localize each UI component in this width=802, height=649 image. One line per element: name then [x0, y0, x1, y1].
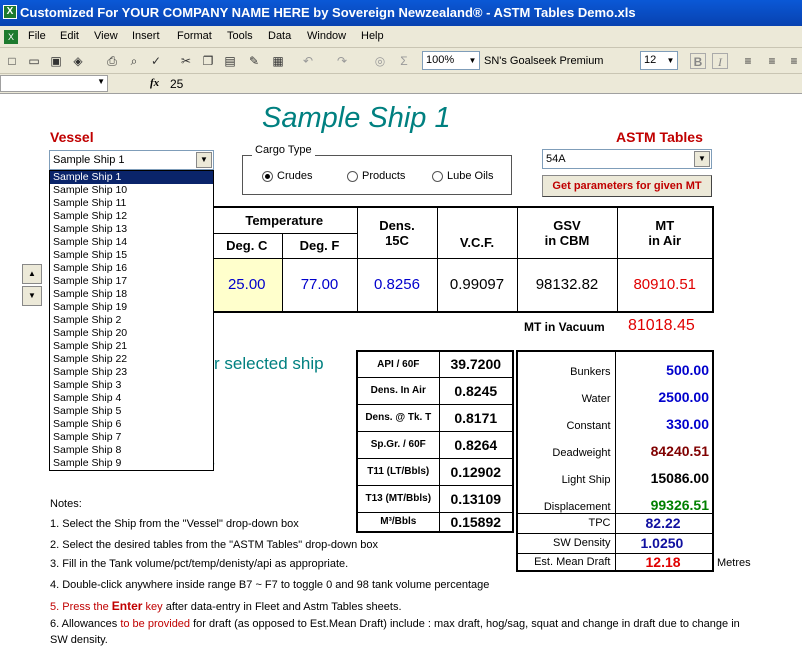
notes-title: Notes: — [50, 498, 82, 510]
workbook-icon[interactable]: X — [4, 30, 18, 44]
deadweight-label: Deadweight — [517, 432, 615, 459]
mt-air-value: 80910.51 — [617, 258, 712, 311]
get-parameters-button[interactable]: Get parameters for given MT — [542, 175, 712, 197]
properties-table — [356, 350, 514, 533]
vessel-option[interactable]: Sample Ship 15 — [53, 249, 128, 261]
api-label: API / 60F — [357, 351, 439, 377]
light-ship-label: Light Ship — [517, 459, 615, 486]
paste-icon[interactable]: ▤ — [224, 54, 236, 68]
vessel-option[interactable]: Sample Ship 20 — [53, 327, 128, 339]
vessel-option[interactable]: Sample Ship 5 — [53, 405, 122, 417]
spelling-icon[interactable]: ✓ — [150, 54, 162, 68]
t11-label: T11 (LT/Bbls) — [357, 458, 439, 485]
bunkers-label: Bunkers — [517, 351, 615, 378]
vessel-option[interactable]: Sample Ship 1 — [50, 171, 213, 184]
water-label: Water — [517, 378, 615, 405]
products-radio[interactable] — [347, 171, 358, 182]
sw-density-value: 1.0250 — [615, 533, 713, 553]
t13-label: T13 (MT/Bbls) — [357, 485, 439, 512]
new-icon[interactable]: □ — [8, 54, 16, 68]
redo-icon[interactable]: ↷ — [336, 54, 348, 68]
name-box[interactable] — [0, 75, 108, 92]
sw-density-label: SW Density — [517, 533, 615, 553]
menu-insert[interactable]: Insert — [132, 30, 160, 42]
vessel-option[interactable]: Sample Ship 4 — [53, 392, 122, 404]
vessel-selected-value: Sample Ship 1 — [53, 154, 125, 166]
menu-edit[interactable]: Edit — [60, 30, 79, 42]
vessel-label: Vessel — [50, 129, 94, 145]
mt-air-header: MT in Air — [617, 208, 712, 258]
sp-gr-value: 0.8264 — [439, 431, 513, 458]
cargo-type-legend: Cargo Type — [252, 144, 315, 156]
selected-ship-text: r selected ship — [214, 354, 324, 373]
crudes-radio[interactable] — [262, 171, 273, 182]
vessel-option[interactable]: Sample Ship 21 — [53, 340, 128, 352]
vessel-option[interactable]: Sample Ship 6 — [53, 418, 122, 430]
vessel-option[interactable]: Sample Ship 14 — [53, 236, 128, 248]
vcf-header: V.C.F. — [437, 208, 517, 258]
gsv-header: GSV in CBM — [517, 208, 617, 258]
vessel-option[interactable]: Sample Ship 3 — [53, 379, 122, 391]
window-title: Customized For YOUR COMPANY NAME HERE by Sovereign Newzealand® - ASTM Tables Demo.xls — [20, 5, 636, 20]
menu-data[interactable]: Data — [268, 30, 292, 42]
note-6-continued: SW density. — [50, 634, 108, 646]
deg-f-value: 77.00 — [282, 258, 357, 311]
astm-selected-value: 54A — [546, 153, 566, 165]
align-center-icon[interactable]: ≡ — [768, 54, 776, 68]
api-value: 39.7200 — [439, 351, 513, 377]
deg-f-header: Deg. F — [282, 233, 357, 258]
mt-vacuum-value: 81018.45 — [628, 317, 695, 334]
align-left-icon[interactable]: ≡ — [744, 54, 752, 68]
dens-tank-temp-value: 0.8171 — [439, 404, 513, 431]
bold-button[interactable]: B — [690, 53, 706, 69]
print-preview-icon[interactable]: ⌕ — [130, 54, 138, 68]
crudes-label: Crudes — [277, 170, 313, 182]
vessel-option[interactable]: Sample Ship 18 — [53, 288, 128, 300]
vessel-option[interactable]: Sample Ship 19 — [53, 301, 128, 313]
vessel-option[interactable]: Sample Ship 10 — [53, 184, 128, 196]
density-value: 0.8256 — [357, 258, 437, 311]
excel-icon: X — [3, 5, 17, 19]
formula-bar — [0, 74, 802, 94]
function-icon[interactable]: fx — [150, 77, 160, 89]
formula-input[interactable]: 25 — [170, 77, 184, 91]
worksheet — [0, 94, 802, 649]
m3-bbls-label: M³/Bbls — [357, 512, 439, 532]
copy-icon[interactable]: ❐ — [202, 54, 214, 68]
note-1: 1. Select the Ship from the "Vessel" drop-down box — [50, 518, 299, 530]
est-mean-draft-value: 12.18 — [615, 553, 713, 571]
displacement-label: Displacement — [517, 486, 615, 513]
vcf-value: 0.99097 — [437, 258, 517, 311]
page-title: Sample Ship 1 — [262, 102, 451, 134]
font-size-dropdown-icon[interactable]: ▼ — [666, 56, 675, 65]
dens-tank-temp-label: Dens. @ Tk. T — [357, 404, 439, 431]
vessel-option[interactable]: Sample Ship 22 — [53, 353, 128, 365]
astm-tables-label: ASTM Tables — [616, 129, 703, 145]
note-2: 2. Select the desired tables from the "ASTM Tables" drop-down box — [50, 539, 378, 551]
save-icon[interactable]: ▣ — [50, 54, 62, 68]
font-size-combo[interactable] — [640, 51, 678, 70]
lube-oils-radio[interactable] — [432, 171, 443, 182]
toolbar — [0, 48, 802, 74]
lube-oils-label: Lube Oils — [447, 170, 494, 182]
menu-help[interactable]: Help — [361, 30, 384, 42]
chevron-down-icon[interactable]: ▼ — [694, 151, 710, 167]
italic-button[interactable]: I — [712, 53, 728, 69]
note-3: 3. Fill in the Tank volume/pct/temp/denisty/api as appropriate. — [50, 558, 349, 570]
print-icon[interactable]: ⎙ — [107, 54, 117, 68]
spin-down-button[interactable]: ▼ — [22, 286, 42, 306]
align-right-icon[interactable]: ≡ — [790, 54, 798, 68]
astm-tables-dropdown[interactable] — [542, 149, 712, 169]
open-icon[interactable]: ▭ — [28, 54, 40, 68]
sp-gr-label: Sp.Gr. / 60F — [357, 431, 439, 458]
vessel-option[interactable]: Sample Ship 16 — [53, 262, 128, 274]
products-label: Products — [362, 170, 406, 182]
goalseek-addin-button[interactable]: SN's Goalseek Premium — [484, 55, 604, 67]
bunkers-value: 500.00 — [615, 351, 713, 378]
tpc-value: 82.22 — [615, 513, 713, 533]
temperature-header: Temperature — [212, 208, 357, 233]
vessel-option[interactable]: Sample Ship 12 — [53, 210, 128, 222]
vessel-option[interactable]: Sample Ship 13 — [53, 223, 128, 235]
vessel-option[interactable]: Sample Ship 11 — [53, 197, 127, 209]
menu-window[interactable]: Window — [307, 30, 347, 42]
vessel-option[interactable]: Sample Ship 17 — [53, 275, 128, 287]
tpc-label: TPC — [517, 513, 615, 533]
title-bar — [0, 0, 802, 26]
menu-format[interactable]: Format — [177, 30, 212, 42]
gsv-value: 98132.82 — [517, 258, 617, 311]
density-header: Dens. 15C — [357, 208, 437, 258]
permission-icon[interactable]: ◈ — [73, 54, 83, 68]
hyperlink-icon[interactable]: ◎ — [374, 54, 386, 68]
vessel-option[interactable]: Sample Ship 9 — [53, 457, 122, 469]
constant-value: 330.00 — [615, 405, 713, 432]
m3-bbls-value: 0.15892 — [439, 512, 513, 532]
chevron-down-icon[interactable]: ▼ — [196, 152, 212, 168]
name-box-dropdown-icon[interactable]: ▼ — [97, 77, 105, 86]
cut-icon[interactable]: ✂ — [180, 54, 192, 68]
menu-view[interactable]: View — [94, 30, 118, 42]
research-icon[interactable]: ▦ — [272, 54, 284, 68]
main-table — [212, 208, 712, 311]
displacement-value: 99326.51 — [615, 486, 713, 513]
format-painter-icon[interactable]: ✎ — [248, 54, 260, 68]
est-mean-draft-label: Est. Mean Draft — [517, 553, 615, 571]
zoom-value: 100% — [426, 54, 455, 66]
zoom-combo[interactable] — [422, 51, 480, 70]
light-ship-value: 15086.00 — [615, 459, 713, 486]
vessel-option[interactable]: Sample Ship 7 — [53, 431, 122, 443]
vessel-dropdown-list[interactable] — [49, 170, 214, 471]
vessel-dropdown[interactable] — [49, 150, 214, 170]
menu-bar — [0, 26, 802, 48]
autosum-icon[interactable]: Σ — [400, 54, 408, 68]
t11-value: 0.12902 — [439, 458, 513, 485]
vessel-option[interactable]: Sample Ship 8 — [53, 444, 122, 456]
undo-icon[interactable]: ↶ — [302, 54, 314, 68]
spin-up-button[interactable]: ▲ — [22, 264, 42, 284]
menu-tools[interactable]: Tools — [227, 30, 253, 42]
dens-in-air-value: 0.8245 — [439, 377, 513, 404]
note-4: 4. Double-click anywhere inside range B7 ~ F7 to toggle 0 and 98 tank volume percentage — [50, 579, 490, 591]
weights-table — [516, 350, 714, 572]
metres-label: Metres — [717, 557, 751, 569]
note-6: 6. Allowances to be provided for draft (as opposed to Est.Mean Draft) include : max draft, hog/sag, squat and change in draft due to change in — [50, 618, 740, 630]
deg-c-header: Deg. C — [212, 233, 282, 258]
font-size-value: 12 — [644, 54, 657, 66]
constant-label: Constant — [517, 405, 615, 432]
deg-c-input[interactable]: 25.00 — [212, 258, 282, 311]
note-5: 5. Press the Enter key after data-entry in Fleet and Astm Tables sheets. — [50, 599, 402, 613]
vessel-option[interactable]: Sample Ship 2 — [53, 314, 122, 326]
mt-vacuum-label: MT in Vacuum — [524, 320, 605, 334]
zoom-dropdown-icon[interactable]: ▼ — [468, 56, 477, 65]
t13-value: 0.13109 — [439, 485, 513, 512]
water-value: 2500.00 — [615, 378, 713, 405]
dens-in-air-label: Dens. In Air — [357, 377, 439, 404]
deadweight-value: 84240.51 — [615, 432, 713, 459]
vessel-option[interactable]: Sample Ship 23 — [53, 366, 128, 378]
menu-file[interactable]: File — [28, 30, 46, 42]
